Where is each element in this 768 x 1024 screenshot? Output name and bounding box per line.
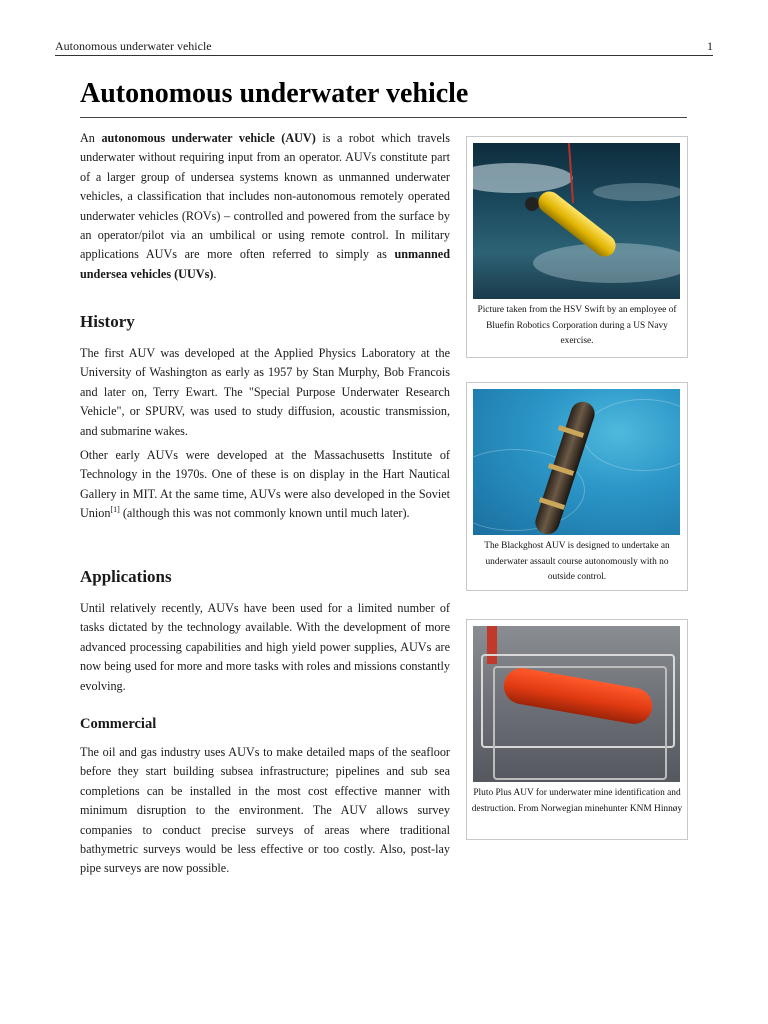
figure-bluefin-auv <box>466 136 688 358</box>
applications-paragraph: Until relatively recently, AUVs have been used for a limited number of tasks dictated by the technology available. With the development of more advanced processing capabilities and high yield power supplies, AUVs are now being used for more and more tasks with roles and missions constantly evolving. <box>80 601 450 693</box>
uuv-term: unmanned undersea vehicles (UUVs) <box>80 247 450 281</box>
applications-heading: Applications <box>80 567 172 586</box>
auv-nose <box>525 197 539 211</box>
figure-blackghost-auv <box>466 382 688 591</box>
figure-caption: The Blackghost AUV is designed to undertake an underwater assault course autonomously with no outside control. <box>484 541 670 583</box>
intro-paragraph: An autonomous underwater vehicle (AUV) is a robot which travels underwater without requiring input from an operator. AUVs constitute part of a larger group of undersea systems known as unmanned underwater vehicles, a classification that includes non-autonomous remotely operated underwater vehicles (ROVs) – controlled and powered from the surface by an operator/pilot via an umbilical or using remote control. In military applications AUVs are more often referred to simply as unmanned undersea vehicles (UUVs). <box>80 131 450 281</box>
title-divider <box>80 117 687 118</box>
photo-blackghost-auv[interactable] <box>473 389 680 535</box>
commercial-heading: Commercial <box>80 716 157 732</box>
commercial-paragraph: The oil and gas industry uses AUVs to make detailed maps of the seafloor before they start building subsea infrastructure; pipelines and sub sea completions can be installed in the most cost effective manner with minimum disruption to the environment. The AUV allows survey companies to conduct precise surveys of areas where traditional bathymetric surveys would be less effective or too costly. Also, post-lay pipe surveys are now possible. <box>80 745 450 876</box>
page-number: 1 <box>707 39 713 53</box>
ripple-shape <box>583 399 680 471</box>
page-title: Autonomous underwater vehicle <box>80 78 469 109</box>
figure-caption: Picture taken from the HSV Swift by an employee of Bluefin Robotics Corporation during a US Navy exercise. <box>477 305 677 347</box>
auv-term: autonomous underwater vehicle (AUV) <box>101 131 316 145</box>
running-head <box>55 38 713 56</box>
running-head-title: Autonomous underwater vehicle <box>55 39 212 53</box>
history-heading: History <box>80 312 135 331</box>
photo-yellow-auv[interactable] <box>473 143 680 299</box>
history-paragraph-2: Other early AUVs were developed at the Massachusetts Institute of Technology in the 1970s. One of these is on display in the Hart Nautical Gallery in MIT. At the same time, AUVs were also developed in the Soviet Union[1] (although this was not commonly known until much later). <box>80 448 450 521</box>
history-paragraph-1: The first AUV was developed at the Applied Physics Laboratory at the University of Washington as early as 1957 by Stan Murphy, Bob Francois and later on, Terry Ewart. The "Special Purpose Underwater Research Vehicle", or SPURV, was used to study diffusion, acoustic transmission, and submarine wakes. <box>80 346 450 438</box>
foam-shape <box>473 163 573 193</box>
citation-link[interactable]: [1] <box>110 505 120 515</box>
foam-shape <box>593 183 680 201</box>
figure-caption: Pluto Plus AUV for underwater mine identification and destruction. From Norwegian minehunter KNM Hinnøy <box>471 788 683 814</box>
photo-pluto-plus-auv[interactable] <box>473 626 680 782</box>
figure-pluto-plus-auv <box>466 619 688 840</box>
